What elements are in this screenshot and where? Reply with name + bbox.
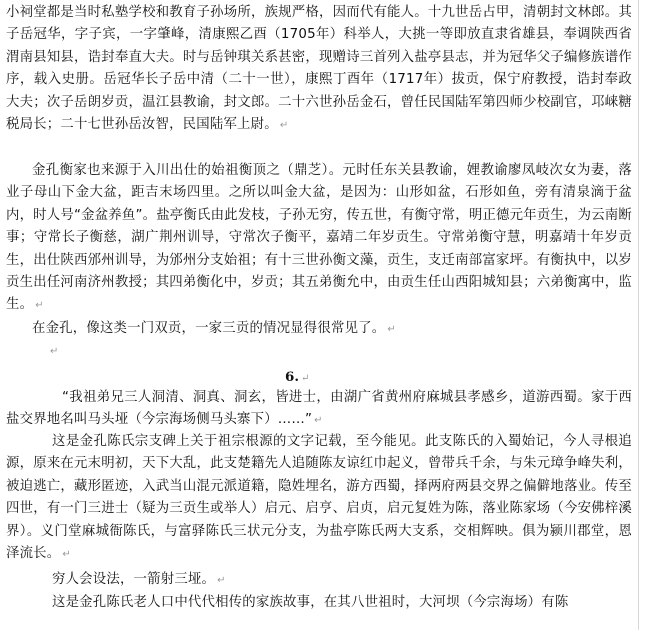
- paragraph-mark-icon: ↵: [387, 324, 396, 335]
- paragraph-text: “我祖弟兄三人洞清、洞真、洞玄，皆进士，由湖广省黄州府麻城县孝感乡，道游西蜀。家于西盐交界地名叫马头垭（今宗海场侧马头寨下）……”: [6, 390, 632, 428]
- section-number-text: 6.: [285, 369, 299, 385]
- paragraph-proverb: [6, 569, 632, 592]
- paragraph-text: 小祠堂都是当时私塾学校和教育子孙场所，族规严格，因而代有能人。十九世岳占甲，清朝封文林郎。其子岳冠华，字子宾，一字肇峰，清康熙乙酉（1705年）科举人，大挑一等即放直隶省雄县，奉调陕西省渭南县知县，诰封奉直大夫。时与岳钟琪关系甚密，现赠诗三首列入盐亭县志，并为冠华父子编修族谱作序，载入史册。岳冠华长子岳中清（二十一世），康熙丁酉年（1717年）拔贡，保宁府教授，诰封奉政大夫；次子岳朗岁贡，温江县教谕，封文郎。二十六世孙岳金石，曾任民国陆军第四师少校副官，邛崃糖税局长；二十七世孙岳汝智，民国陆军上尉。: [6, 5, 632, 133]
- paragraph-text: 穷人会设法，一箭射三垭。: [52, 572, 216, 587]
- section-number: [285, 369, 309, 385]
- paragraph-text: 这是金孔陈氏老人口中代代相传的家族故事，在其八世祖时，大河坝（今宗海场）有陈: [52, 595, 569, 610]
- paragraph-lineage-heng: [6, 160, 632, 318]
- paragraph-lineage-yue: [6, 2, 632, 137]
- paragraph-mark-icon: ↵: [217, 575, 226, 586]
- paragraph-chen-story: [6, 592, 632, 614]
- paragraph-text: 这是金孔陈氏宗支碑上关于祖宗根源的文字记载，至今能见。此支陈氏的入蜀始记，今人寻根追源，原来在元末明初，天下大乱，此支楚籍先人追随陈友谅红巾起义，曾带兵千余，与朱元璋争峰失利，被迫逃亡，藏形匿迹，入武当山混元派道籍，隐姓埋名，游方西蜀，择两府两县交界之偏僻地落业。传至四世，有一门三进士（疑为三贡生或举人）启元、启亨、启贞，启元复姓为陈，落业陈家场（今安佛梓溪界）。义门堂麻城衙陈氏，与富驿陈氏三状元分支，为盐亭陈氏两大支系，交相辉映。俱为颍川郡堂，恩泽流长。: [6, 434, 632, 562]
- paragraph-mark-icon: ↵: [279, 120, 289, 132]
- paragraph-text: 在金孔，像这类一门双贡，一家三贡的情况显得很常见了。: [32, 321, 386, 336]
- paragraph-mark-icon: ↵: [314, 415, 323, 427]
- paragraph-chen-origin: [6, 431, 632, 566]
- paragraph-summary: [6, 318, 632, 341]
- empty-paragraph-mark-icon: ↵: [50, 346, 59, 357]
- paragraph-quote: [6, 387, 632, 433]
- paragraph-mark-icon: ↵: [300, 373, 310, 384]
- paragraph-mark-icon: ↵: [35, 300, 44, 312]
- paragraph-text: 金孔衡家也来源于入川出仕的始祖衡顶之（鼎芝）。元时任东关县教谕，娌教谕廖凤岐次女为妻，落业子母山下金大盆，距吉末场四里。之所以叫金大盆，是因为：山形如盆，石形如鱼，旁有清泉滴于盆内，时人号“金盆养鱼”。盐亭衡氏由此发枝，子孙无穷，传五世，有衡守常，明正德元年贡生，为云南断事；守常长子衡慈，湖广荆州训导，守常次子衡平，嘉靖二年岁贡生。守常弟衡守慧，明嘉靖十年岁贡生，出仕陕西邠州训导，为邠州分支始祖；有十三世孙衡文藻，贡生，支迁南部富家坪。有衡执中，以岁贡生出任河南济州教授；其四弟衡化中，岁贡；其五弟衡允中，由贡生任山西阳城知县；六弟衡寓中，监生。: [6, 163, 632, 313]
- paragraph-mark-icon: ↵: [62, 549, 71, 561]
- page-edge-divider: [638, 0, 639, 630]
